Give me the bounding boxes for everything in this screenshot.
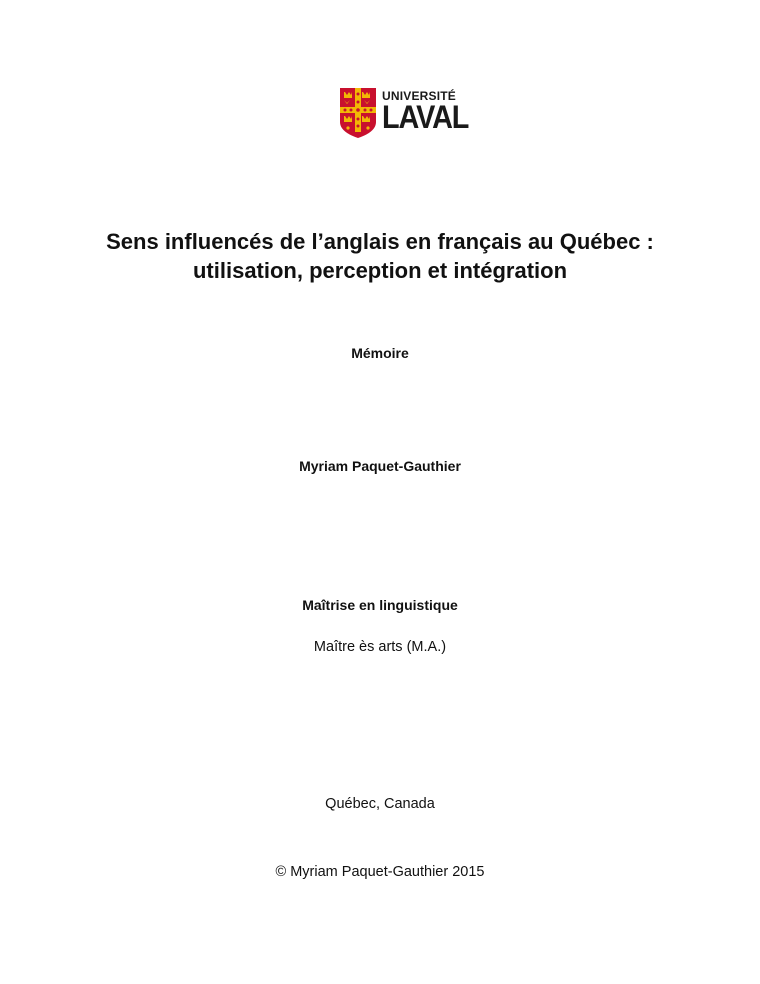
place: Québec, Canada: [325, 796, 435, 812]
logo-line-laval: LAVAL: [382, 99, 469, 135]
thesis-title-line-2: utilisation, perception et intégration: [192, 258, 568, 283]
university-logo: [340, 88, 469, 138]
logo-line-universite: UNIVERSITÉ: [382, 89, 457, 103]
program-name: Maîtrise en linguistique: [302, 597, 458, 613]
document-type: Mémoire: [351, 345, 409, 361]
university-wordmark: [382, 89, 469, 135]
university-shield-icon: [340, 88, 376, 138]
author-name: Myriam Paquet-Gauthier: [299, 458, 461, 474]
copyright-notice: © Myriam Paquet-Gauthier 2015: [275, 864, 485, 880]
thesis-title-line-1: Sens influencés de l’anglais en français au Québec :: [106, 229, 654, 254]
degree-name: Maître ès arts (M.A.): [313, 639, 447, 655]
